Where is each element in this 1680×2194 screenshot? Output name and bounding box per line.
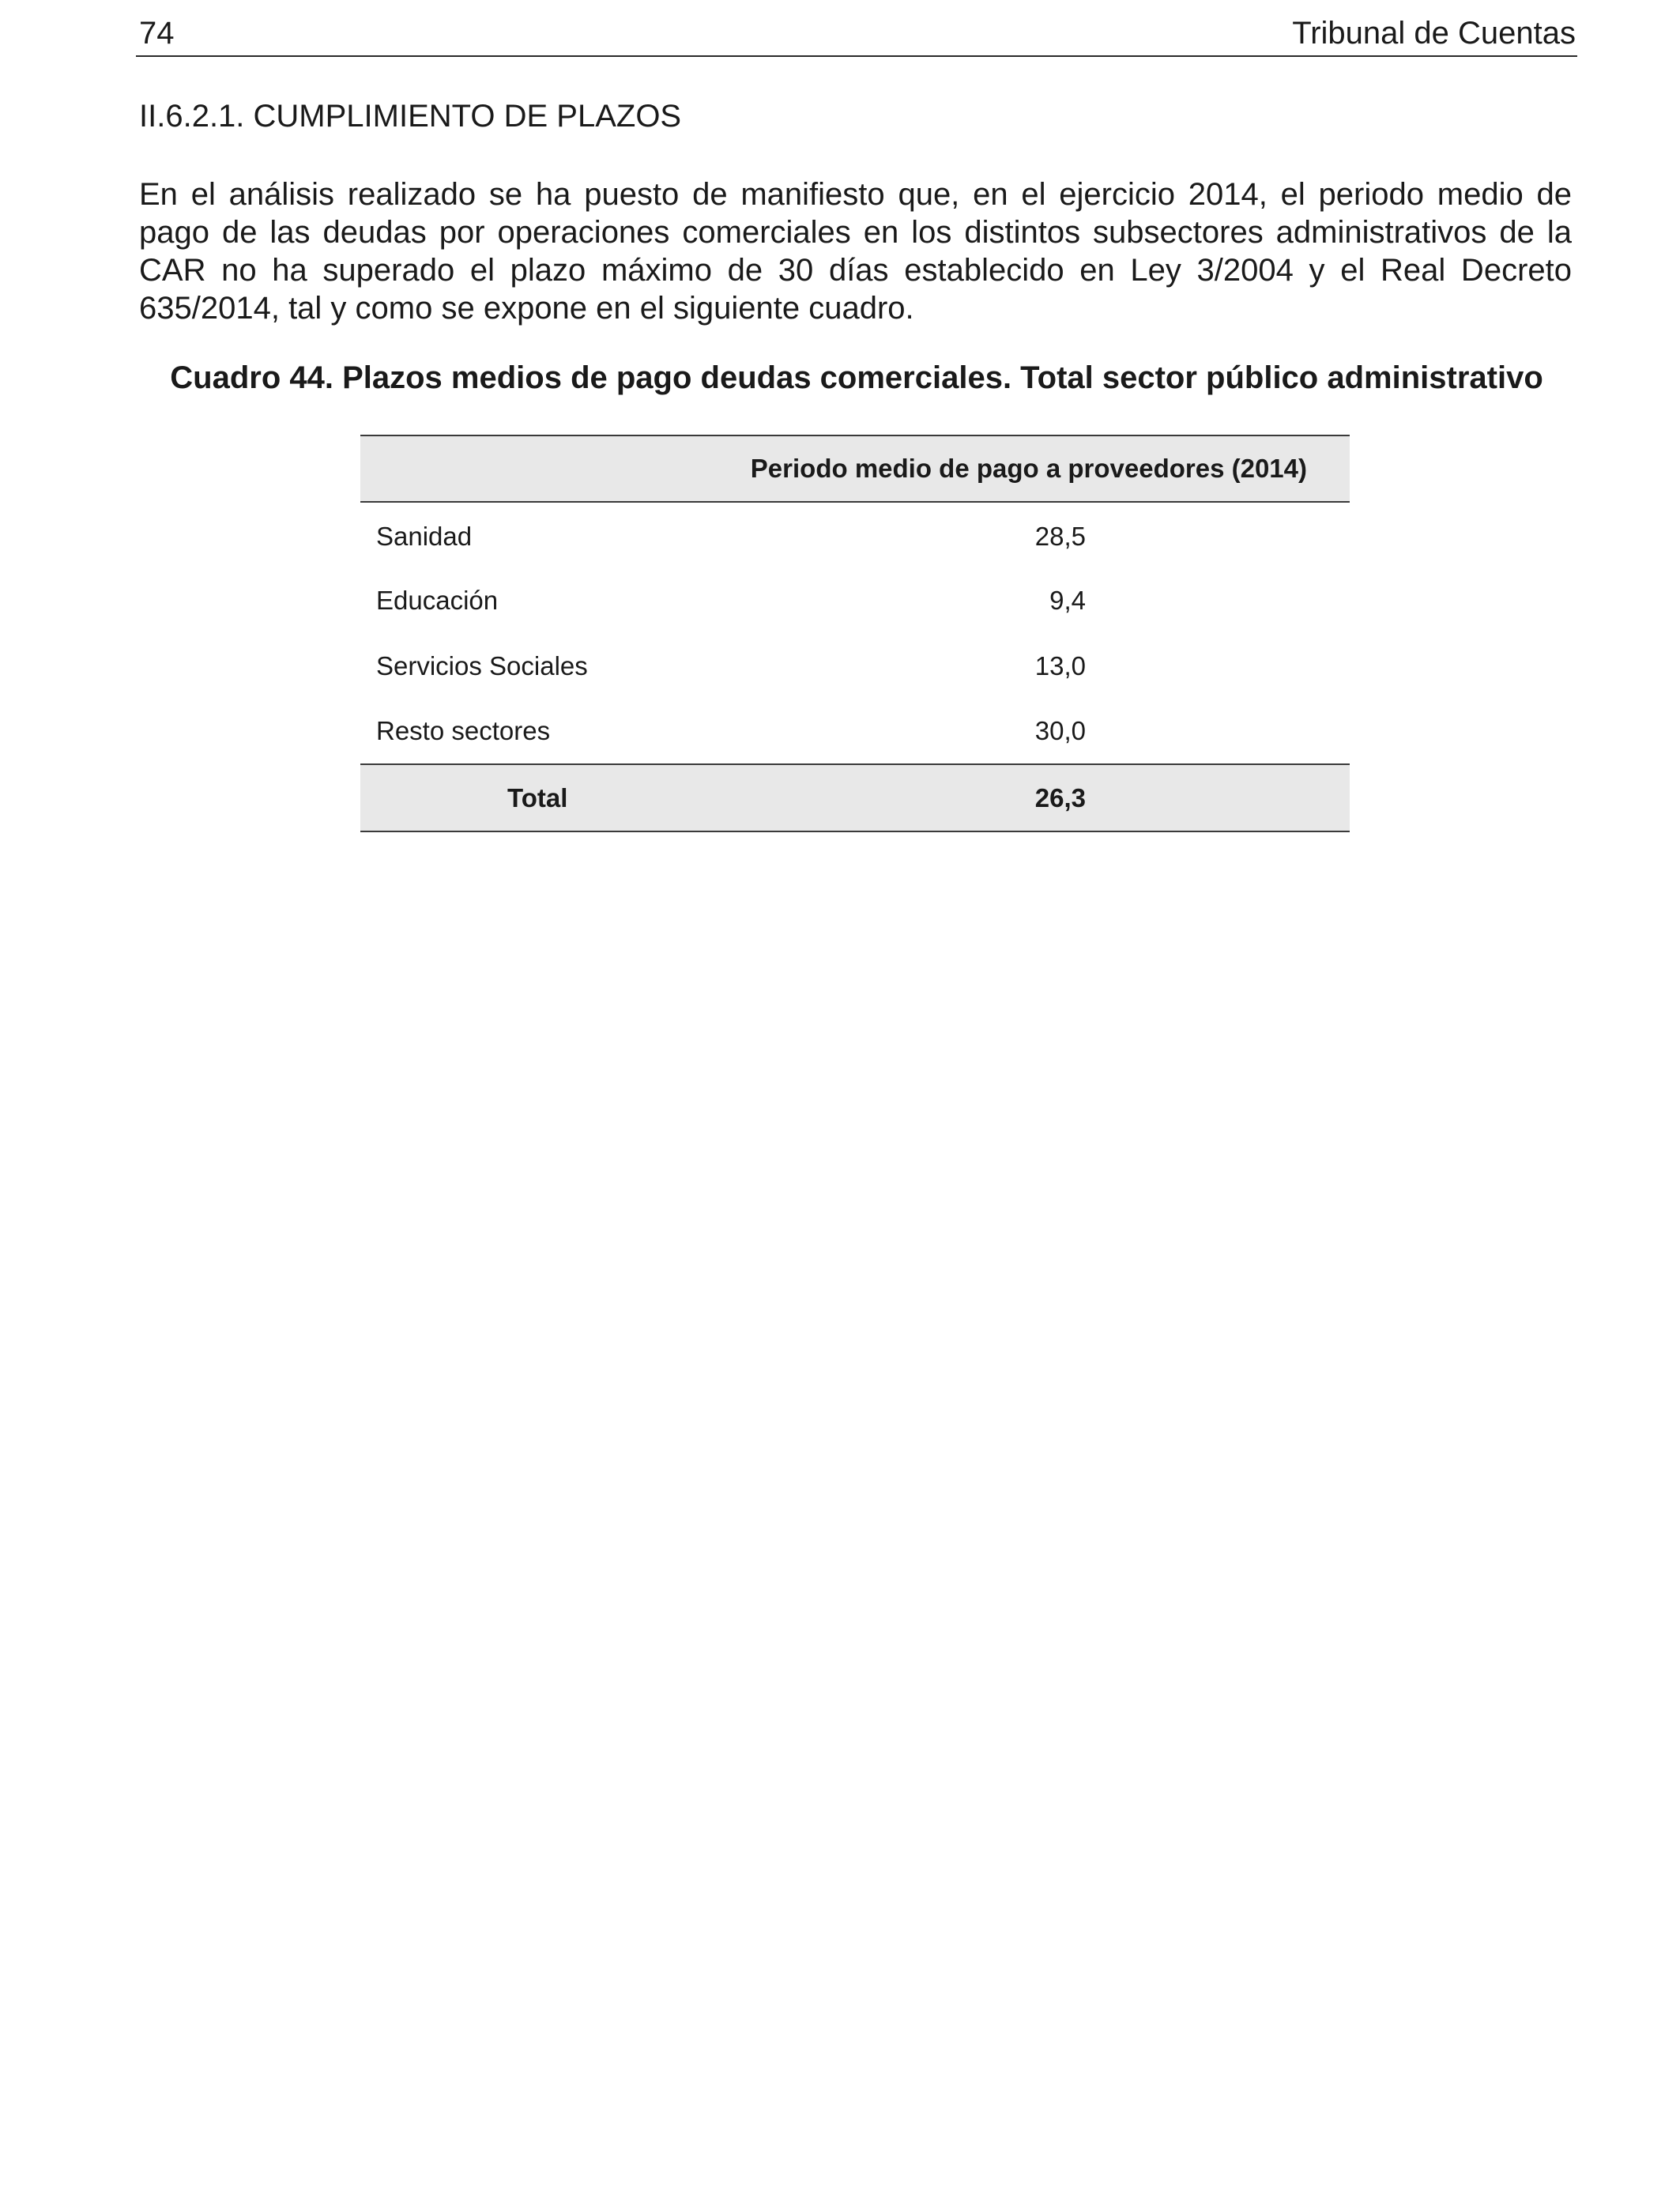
table-caption: Cuadro 44. Plazos medios de pago deudas comerciales. Total sector público administrativo [170,360,1543,395]
row-label: Sanidad [376,522,473,551]
payment-period-table [360,435,1350,832]
table-header-label [360,435,716,502]
row-value: 13,0 [1034,650,1086,680]
section-heading: II.6.2.1. CUMPLIMIENTO DE PLAZOS [139,99,682,134]
table-row [360,502,1350,567]
total-value: 26,3 [716,764,1350,831]
row-label: Resto sectores [376,716,551,745]
total-label: Total [360,764,716,831]
table-total-row [360,764,1350,831]
table-row [360,699,1350,764]
page-number: 74 [139,16,175,51]
row-value: 28,5 [1034,522,1086,551]
row-label: Educación [376,585,499,615]
table-row [360,633,1350,699]
table-header-period: Periodo medio de pago a proveedores (2014) [716,435,1350,502]
table-header-row [360,435,1350,502]
page-header [136,14,1577,57]
row-value: 30,0 [1034,716,1086,745]
body-paragraph: En el análisis realizado se ha puesto de manifiesto que, en el ejercicio 2014, el periodo medio de pago de las deudas por operaciones comerciales en los distintos subsectores administrativos de la CAR no ha superado el plazo máximo de 30 días establecido en Ley 3/2004 y el Real Decreto 635/2014, tal y como se expone en el siguiente cuadro. [139,177,1572,326]
row-value: 9,4 [1049,585,1086,615]
header-organization: Tribunal de Cuentas [1292,16,1576,51]
row-label: Servicios Sociales [376,650,588,680]
table-row [360,567,1350,633]
